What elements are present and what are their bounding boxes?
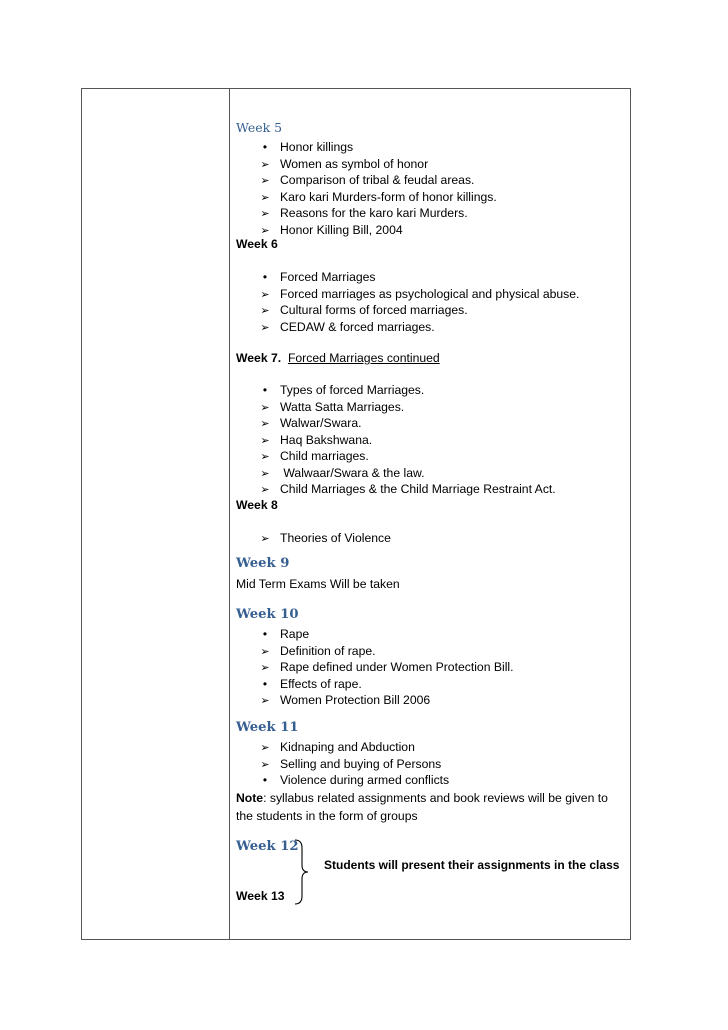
list-item-text: Rape (280, 627, 310, 641)
note-label: Note (236, 791, 264, 805)
list-item-text: Forced Marriages (280, 270, 376, 284)
bullet-icon (258, 382, 272, 398)
list-item-text: Forced marriages as psychological and physical abuse. (280, 286, 580, 301)
arrow-bullet-icon (258, 286, 272, 303)
arrow-bullet-icon (258, 415, 272, 432)
arrow-bullet-icon (258, 156, 272, 173)
bullet-icon (258, 269, 272, 285)
arrow-bullet-icon (258, 465, 272, 482)
curly-brace-icon (294, 838, 310, 906)
week-11-heading: Week 11 (236, 720, 299, 735)
list-item-text: Rape defined under Women Protection Bill. (280, 660, 514, 674)
week-8-heading: Week 8 (236, 498, 278, 512)
list-item-text: Honor Killing Bill, 2004 (280, 222, 403, 237)
arrow-bullet-icon (258, 399, 272, 416)
arrow-bullet-icon (258, 432, 272, 449)
arrow-bullet-icon (258, 643, 272, 660)
list-item-text: Women Protection Bill 2006 (280, 693, 431, 707)
list-item-text: Comparison of tribal & feudal areas. (280, 173, 475, 187)
list-item-text: Child marriages. (280, 449, 369, 463)
arrow-bullet-icon (258, 756, 272, 773)
arrow-bullet-icon (258, 739, 272, 756)
bullet-icon (258, 676, 272, 692)
list-item-text: Kidnaping and Abduction (280, 740, 415, 754)
week-9-text: Mid Term Exams Will be taken (236, 577, 400, 591)
arrow-bullet-icon (258, 481, 272, 498)
arrow-bullet-icon (258, 530, 272, 547)
week-9-heading: Week 9 (236, 556, 290, 571)
arrow-bullet-icon (258, 172, 272, 189)
week-7-heading (236, 351, 440, 365)
bullet-icon (258, 139, 272, 155)
left-column-cell (82, 89, 230, 939)
list-item-text: Selling and buying of Persons (280, 756, 442, 771)
week-7-subtitle: Forced Marriages continued (287, 351, 440, 365)
week-5-heading: Week 5 (236, 120, 283, 135)
list-item-text: Cultural forms of forced marriages. (280, 303, 468, 317)
list-item-text: Women as symbol of honor (280, 156, 429, 171)
arrow-bullet-icon (258, 319, 272, 336)
note-line-2: the students in the form of groups (236, 809, 418, 823)
arrow-bullet-icon (258, 205, 272, 222)
list-item-text: Theories of Violence (280, 531, 391, 545)
week-13-heading: Week 13 (236, 889, 285, 903)
list-item-text: Effects of rape. (280, 676, 362, 691)
list-item-text: Definition of rape. (280, 643, 376, 658)
presentation-note: Students will present their assignments in the class (324, 858, 620, 872)
list-item-text: Watta Satta Marriages. (280, 399, 405, 414)
note-text-1: : syllabus related assignments and book reviews will be given to (263, 791, 608, 805)
week-12-heading: Week 12 (236, 839, 299, 854)
list-item-text: Child Marriages & the Child Marriage Restraint Act. (280, 482, 556, 496)
arrow-bullet-icon (258, 659, 272, 676)
list-item-text: Walwaar/Swara & the law. (280, 465, 425, 480)
arrow-bullet-icon (258, 222, 272, 239)
note-line-1 (236, 790, 608, 806)
bullet-icon (258, 626, 272, 642)
arrow-bullet-icon (258, 189, 272, 206)
list-item-text: Honor killings (280, 140, 354, 154)
list-item-text: Violence during armed conflicts (280, 773, 450, 787)
week-7-label: Week 7. (236, 351, 282, 365)
list-item-text: CEDAW & forced marriages. (280, 319, 435, 334)
list-item-text: Reasons for the karo kari Murders. (280, 206, 468, 220)
arrow-bullet-icon (258, 302, 272, 319)
arrow-bullet-icon (258, 448, 272, 465)
bullet-icon (258, 772, 272, 788)
list-item-text: Walwar/Swara. (280, 416, 362, 430)
list-item-text: Karo kari Murders-form of honor killings. (280, 189, 497, 204)
week-6-heading: Week 6 (236, 237, 278, 251)
week-10-heading: Week 10 (236, 607, 299, 622)
arrow-bullet-icon (258, 692, 272, 709)
list-item-text: Types of forced Marriages. (280, 383, 425, 397)
list-item-text: Haq Bakshwana. (280, 432, 373, 447)
